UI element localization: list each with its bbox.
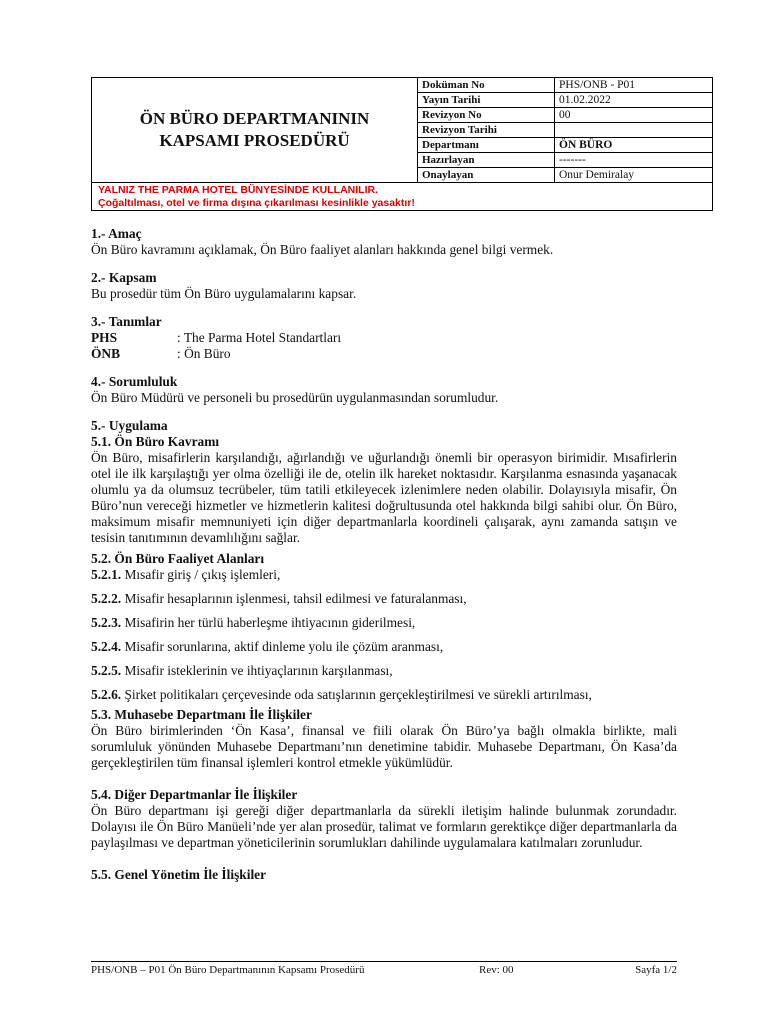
meta-value: PHS/ONB - P01	[555, 78, 714, 93]
meta-row	[418, 138, 713, 153]
document-title	[92, 78, 418, 182]
meta-row	[418, 123, 713, 138]
meta-key: Revizyon No	[418, 108, 555, 123]
document-meta-table	[418, 78, 713, 182]
title-line-2: KAPSAMI PROSEDÜRÜ	[159, 131, 350, 150]
definition-row	[91, 346, 677, 362]
list-item	[91, 687, 677, 703]
footer-page-number: Sayfa 1/2	[635, 964, 677, 976]
footer-revision: Rev: 00	[479, 964, 514, 976]
document-header	[91, 77, 713, 211]
list-item-number: 5.2.2.	[91, 591, 122, 606]
section-heading: 2.- Kapsam	[91, 270, 157, 285]
meta-row	[418, 108, 713, 123]
meta-key: Revizyon Tarihi	[418, 123, 555, 138]
meta-value: 01.02.2022	[555, 93, 714, 108]
meta-key: Departmanı	[418, 138, 555, 153]
meta-value: 00	[555, 108, 714, 123]
warning-line-1: YALNIZ THE PARMA HOTEL BÜNYESİNDE KULLANILIR.	[98, 184, 379, 196]
meta-row	[418, 78, 713, 93]
definition-value: : The Parma Hotel Standartları	[177, 330, 342, 345]
meta-key: Doküman No	[418, 78, 555, 93]
meta-row	[418, 153, 713, 168]
definition-key: PHS	[91, 330, 118, 345]
list-item-number: 5.2.1.	[91, 567, 122, 582]
confidentiality-warning	[92, 182, 712, 211]
subsection-heading: 5.5. Genel Yönetim İle İlişkiler	[91, 867, 267, 882]
section-heading: 5.- Uygulama	[91, 418, 168, 433]
definition-value: : Ön Büro	[177, 346, 231, 361]
section-text: Bu prosedür tüm Ön Büro uygulamalarını kapsar.	[91, 286, 357, 301]
list-item-number: 5.2.6.	[91, 687, 122, 702]
list-item-text: Misafir isteklerinin ve ihtiyaçlarının karşılanması,	[121, 663, 393, 678]
section-heading: 3.- Tanımlar	[91, 314, 162, 329]
footer-divider	[91, 961, 677, 962]
meta-key: Onaylayan	[418, 168, 555, 183]
section-text: Ön Büro Müdürü ve personeli bu prosedürün uygulanmasından sorumludur.	[91, 390, 499, 405]
section-text: Ön Büro kavramını açıklamak, Ön Büro faaliyet alanları hakkında genel bilgi vermek.	[91, 242, 554, 257]
footer-document-name: PHS/ONB – P01 Ön Büro Departmanının Kapsamı Prosedürü	[91, 964, 365, 976]
meta-row	[418, 168, 713, 183]
list-item-number: 5.2.3.	[91, 615, 122, 630]
subsection-heading: 5.1. Ön Büro Kavramı	[91, 434, 220, 449]
warning-line-2: Çoğaltılması, otel ve firma dışına çıkarılması kesinlikle yasaktır!	[98, 197, 415, 209]
section-text: Ön Büro departmanı işi gereği diğer departmanlarla da sürekli iletişim halinde bulunmak zorundadır. Dolayısı ile Ön Büro Manüeli’nde yer alan prosedür, talimat ve formların gerektikçe diğer departmanlarla da paylaşılması ve departman yöneticilerinin sorumlukları dahilinde uygulamalara katılmaları zorunludur.	[91, 803, 677, 850]
list-item	[91, 663, 677, 679]
meta-row	[418, 93, 713, 108]
subsection-heading: 5.3. Muhasebe Departmanı İle İlişkiler	[91, 707, 312, 722]
definition-row	[91, 330, 677, 346]
list-item	[91, 615, 677, 631]
list-item-number: 5.2.5.	[91, 663, 122, 678]
meta-value: -------	[555, 153, 714, 168]
definition-key: ÖNB	[91, 346, 121, 361]
list-item-text: Misafir sorunlarına, aktif dinleme yolu ile çözüm aranması,	[121, 639, 444, 654]
meta-value: ÖN BÜRO	[555, 138, 714, 153]
meta-key: Hazırlayan	[418, 153, 555, 168]
subsection-heading: 5.2. Ön Büro Faaliyet Alanları	[91, 551, 265, 566]
meta-value: Onur Demiralay	[559, 169, 635, 181]
section-text: Ön Büro birimlerinden ‘Ön Kasa’, finansal ve fiili olarak Ön Büro’ya bağlı olmakla birlikte, mali sorumluluk yönünden Muhasebe Departmanı’nın denetimine tabidir. Muhasebe Departmanı, Ön Kasa’da gerçekleştirilen tüm finansal işlemleri kontrol etmekle yükümlüdür.	[91, 723, 677, 770]
list-item-text: Şirket politikaları çerçevesinde oda satışlarının gerçekleştirilmesi ve sürekli artırılması,	[121, 687, 592, 702]
list-item	[91, 567, 677, 583]
list-item-text: Mısafir giriş / çıkış işlemleri,	[121, 567, 281, 582]
subsection-heading: 5.4. Diğer Departmanlar İle İlişkiler	[91, 787, 298, 802]
list-item	[91, 591, 677, 607]
list-item-text: Misafirin her türlü haberleşme ihtiyacının giderilmesi,	[121, 615, 416, 630]
title-line-1: ÖN BÜRO DEPARTMANININ	[139, 109, 370, 128]
section-heading: 4.- Sorumluluk	[91, 374, 178, 389]
list-item-number: 5.2.4.	[91, 639, 122, 654]
section-heading: 1.- Amaç	[91, 226, 142, 241]
document-body	[91, 226, 677, 883]
page-footer	[91, 964, 677, 976]
meta-key: Yayın Tarihi	[418, 93, 555, 108]
section-text: Ön Büro, misafirlerin karşılandığı, ağırlandığı ve uğurlandığı önemli bir operasyon birimidir. Mısafirlerin otel ile ilk karşılaştığı yer olma özelliği ile de, otelin ilk hareket noktasıdır. Karşılanma esnasında yaşanacak olumlu ya da olumsuz tecrübeler, tüm tatili etkileyecek izlenimlere neden olabilir. Dolayısıyla misafir, Ön Büro’nun vereceği hizmetler ve hizmetlerin kalitesi doğrultusunda otel hakkında bilgi sahibi olur. Ön Büro, maksimum misafir memnuniyeti için diğer departmanlarla koordineli çalışarak, aynı zamanda satışın ve tesisin tanıtımının devamlılığını sağlar.	[91, 450, 677, 545]
list-item	[91, 639, 677, 655]
list-item-text: Misafir hesaplarının işlenmesi, tahsil edilmesi ve faturalanması,	[121, 591, 467, 606]
meta-value	[555, 123, 714, 138]
